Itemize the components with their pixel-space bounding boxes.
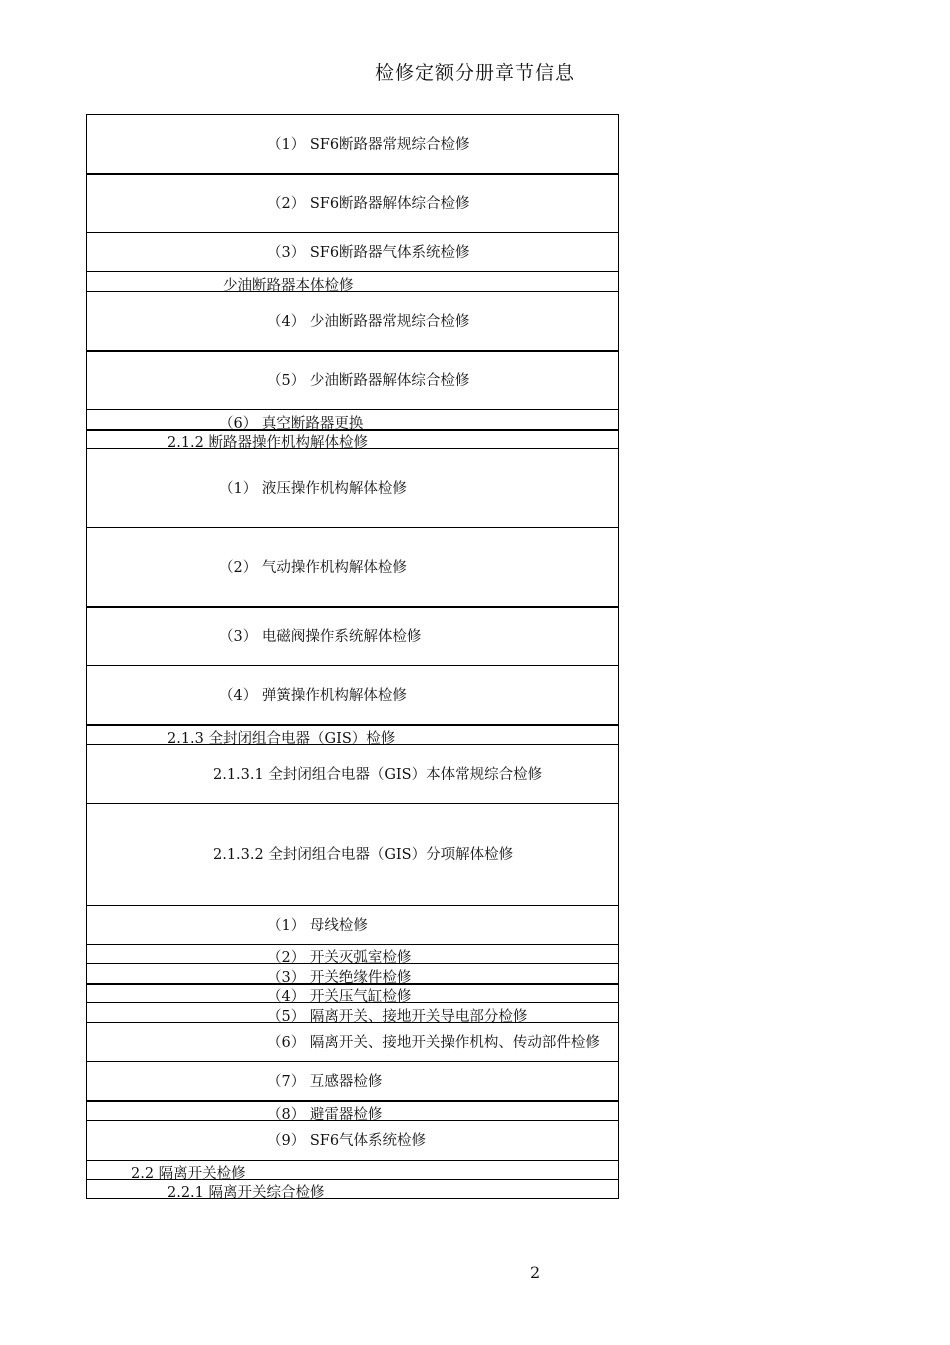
table-row	[87, 449, 618, 528]
row-label: （3） SF6断路器气体系统检修	[267, 245, 470, 261]
table-row	[87, 1023, 618, 1062]
row-label: （6） 隔离开关、接地开关操作机构、传动部件检修	[267, 1035, 600, 1051]
row-label: （4） 开关压气缸检修	[267, 989, 412, 1005]
row-label: （1） 液压操作机构解体检修	[219, 481, 407, 497]
row-label: 2.1.2 断路器操作机构解体检修	[167, 435, 369, 451]
row-label: （2） SF6断路器解体综合检修	[267, 196, 470, 212]
row-label: （3） 电磁阀操作系统解体检修	[219, 629, 422, 645]
table-row	[87, 351, 618, 410]
table-row	[87, 430, 618, 449]
table-row	[87, 1180, 618, 1199]
row-label: 2.1.3 全封闭组合电器（GIS）检修	[167, 731, 396, 747]
row-label: （4） 弹簧操作机构解体检修	[219, 688, 407, 704]
row-label: 2.1.3.1 全封闭组合电器（GIS）本体常规综合检修	[213, 767, 543, 783]
row-label: 2.1.3.2 全封闭组合电器（GIS）分项解体检修	[213, 847, 514, 863]
table-row	[87, 984, 618, 1003]
table-row	[87, 1121, 618, 1161]
table-row	[87, 1161, 618, 1180]
row-label: （7） 互感器检修	[267, 1074, 383, 1090]
row-label: （3） 开关绝缘件检修	[267, 970, 412, 986]
row-label: （6） 真空断路器更换	[219, 416, 364, 432]
row-label: 2.2.1 隔离开关综合检修	[167, 1185, 325, 1201]
row-label: （9） SF6气体系统检修	[267, 1133, 427, 1149]
table-row	[87, 804, 618, 906]
row-label: （1） SF6断路器常规综合检修	[267, 137, 470, 153]
row-label: （1） 母线检修	[267, 918, 368, 934]
row-label: （4） 少油断路器常规综合检修	[267, 314, 470, 330]
table-row	[87, 666, 618, 725]
chapter-table	[86, 114, 619, 1199]
table-row	[87, 174, 618, 233]
row-label: 少油断路器本体检修	[223, 278, 354, 294]
table-row	[87, 745, 618, 804]
row-label: （5） 少油断路器解体综合检修	[267, 373, 470, 389]
table-row	[87, 906, 618, 945]
table-row	[87, 945, 618, 964]
table-row	[87, 1101, 618, 1121]
table-row	[87, 528, 618, 607]
row-label: （2） 气动操作机构解体检修	[219, 560, 407, 576]
page-number: 2	[530, 1263, 541, 1282]
row-label: （5） 隔离开关、接地开关导电部分检修	[267, 1009, 528, 1025]
table-row	[87, 725, 618, 745]
row-label: 2.2 隔离开关检修	[131, 1166, 246, 1182]
table-row	[87, 233, 618, 272]
row-label: （8） 避雷器检修	[267, 1107, 383, 1123]
table-row	[87, 607, 618, 666]
table-row	[87, 115, 618, 174]
table-row	[87, 1062, 618, 1101]
table-row	[87, 1003, 618, 1023]
document-title: 检修定额分册章节信息	[374, 62, 575, 84]
table-row	[87, 272, 618, 292]
table-row	[87, 964, 618, 984]
table-row	[87, 410, 618, 430]
row-label: （2） 开关灭弧室检修	[267, 950, 412, 966]
table-row	[87, 292, 618, 351]
